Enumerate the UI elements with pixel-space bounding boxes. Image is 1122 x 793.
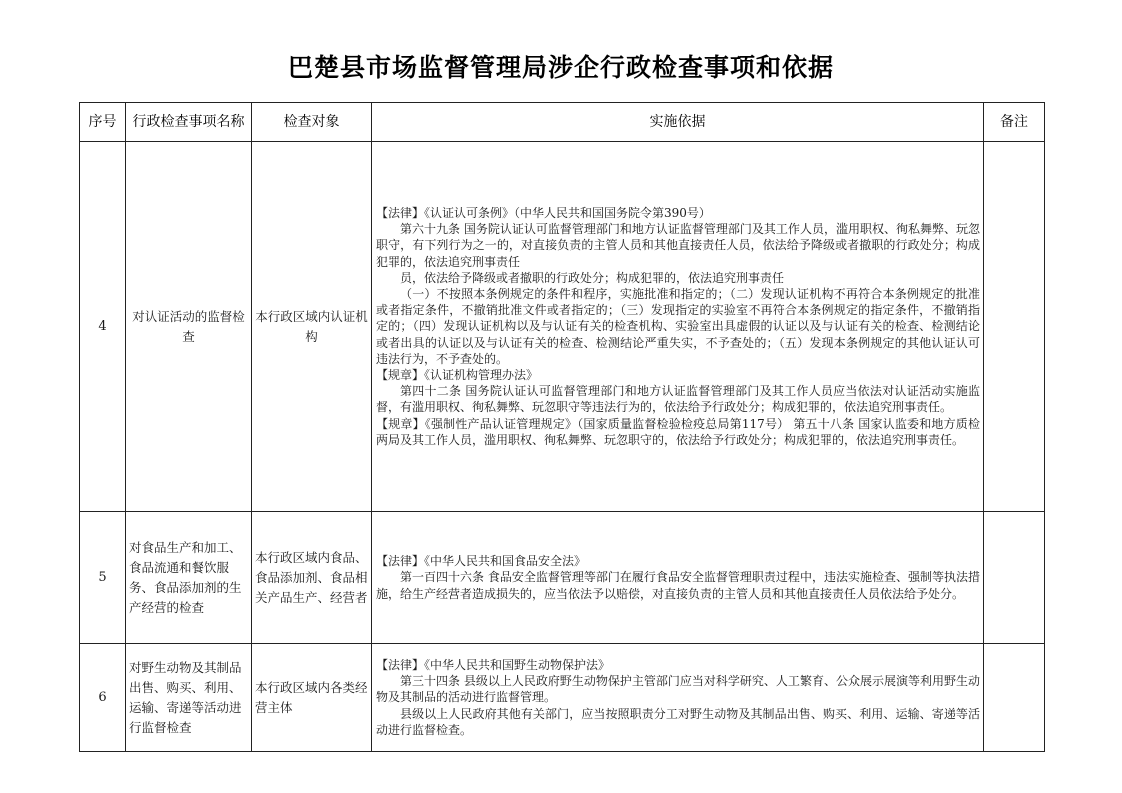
header-row [80,103,1045,142]
row-basis [372,644,984,752]
basis-line: 【规章】《认证机构管理办法》 [376,368,539,382]
header-seq: 序号 [80,103,126,142]
basis-line: 第三十四条 县级以上人民政府野生动物保护主管部门应当对科学研究、人工繁育、公众展示展演等利用野生动物及其制品的活动进行监督管理。 [376,674,980,705]
table-row [80,142,1045,512]
row-remark [984,512,1045,644]
inspection-table [79,102,1045,752]
basis-line: 第一百四十六条 食品安全监督管理等部门在履行食品安全监督管理职责过程中，违法实施检查、强制等执法措施，给生产经营者造成损失的，应当依法予以赔偿，对直接负责的主管人员和其他直接责任人员依法给予处分。 [376,570,980,601]
header-name: 行政检查事项名称 [126,103,252,142]
header-object: 检查对象 [252,103,372,142]
header-remark: 备注 [984,103,1045,142]
basis-line: 第四十二条 国务院认证认可监督管理部门和地方认证监督管理部门及其工作人员应当依法对认证活动实施监督，有滥用职权、徇私舞弊、玩忽职守等违法行为的，依法给予行政处分；构成犯罪的，依法追究刑事责任。 [376,384,980,415]
document-title: 巴楚县市场监督管理局涉企行政检查事项和依据 [287,53,834,82]
basis-line: （一）不按照本条例规定的条件和程序，实施批准和指定的；（二）发现认证机构不再符合本条例规定的批准或者指定条件，不撤销批准文件或者指定的；（三）发现指定的实验室不再符合本条例规定的指定条件，不撤销指定的；（四）发现认证机构以及与认证有关的检查机构、实验室出具虚假的认证以及与认证有关的检查、检测结论或者出具的认证以及与认证有关的检查、检测结论严重失实，不予查处的；（五）发现本条例规定的其他认证认可违法行为，不予查处的。 [376,286,980,366]
header-basis: 实施依据 [372,103,984,142]
table-row [80,512,1045,644]
row-seq: 5 [80,512,126,644]
basis-line: 【法律】《认证认可条例》（中华人民共和国国务院令第390号） [376,205,711,220]
basis-line: 县级以上人民政府其他有关部门，应当按照职责分工对野生动物及其制品出售、购买、利用、运输、寄递等活动进行监督检查。 [376,706,980,737]
row-item-name: 对野生动物及其制品出售、购买、利用、运输、寄递等活动进行监督检查 [126,644,252,752]
basis-line: 【规章】《强制性产品认证管理规定》（国家质量监督检验检疫总局第117号） 第五十八条 国家认监委和地方质检两局及其工作人员，滥用职权、徇私舞弊、玩忽职守的，依法给予行政处分；构成犯罪的，依法追究刑事责任。 [376,416,980,447]
basis-line: 【法律】《中华人民共和国食品安全法》 [376,554,587,569]
row-remark [984,142,1045,512]
table-row [80,644,1045,752]
basis-line: 员，依法给予降级或者撤职的行政处分；构成犯罪的，依法追究刑事责任 [400,270,785,285]
row-basis [372,142,984,512]
row-object: 本行政区域内各类经营主体 [252,644,372,752]
row-item-name: 对认证活动的监督检查 [126,142,252,512]
basis-line: 第六十九条 国务院认证认可监督管理部门和地方认证监督管理部门及其工作人员，滥用职权、徇私舞弊、玩忽职守，有下列行为之一的，对直接负责的主管人员和其他直接责任人员，依法给予降级或者撤职的行政处分；构成犯罪的，依法追究刑事责任 [376,222,980,269]
row-seq: 6 [80,644,126,752]
row-item-name: 对食品生产和加工、食品流通和餐饮服务、食品添加剂的生产经营的检查 [126,512,252,644]
row-basis [372,512,984,644]
row-object: 本行政区域内认证机构 [252,142,372,512]
basis-line: 【法律】《中华人民共和国野生动物保护法》 [376,657,611,672]
row-object: 本行政区域内食品、食品添加剂、食品相关产品生产、经营者 [252,512,372,644]
row-remark [984,644,1045,752]
row-seq: 4 [80,142,126,512]
